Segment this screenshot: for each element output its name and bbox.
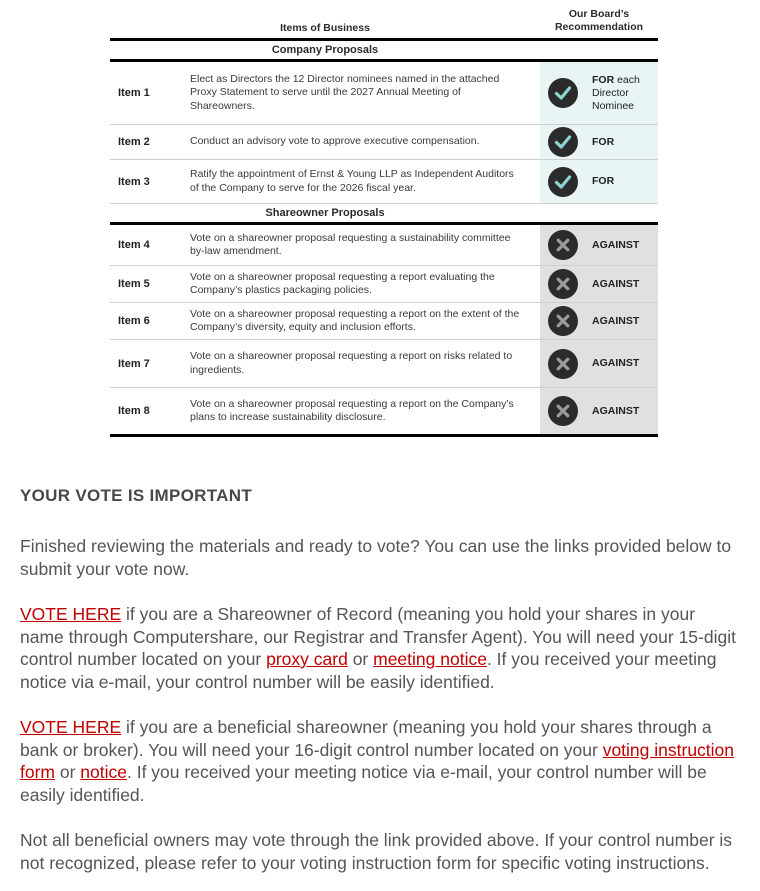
item-label: Item 1 — [118, 87, 150, 99]
beneficial-holder-paragraph: VOTE HERE if you are a beneficial shareowner (meaning you hold your shares through a bank or broker). You will need your 16-digit control number located on your voting instruction form or notice. If you received your meeting notice via e-mail, your control number will be easily identified. — [20, 717, 735, 805]
vote-here-record-link[interactable]: VOTE HERE — [20, 604, 122, 624]
item-description: Ratify the appointment of Ernst & Young LLP as Independent Auditors of the Company to serve for the 2026 fiscal year. — [190, 168, 514, 194]
shareowner-proposals-label: Shareowner Proposals — [265, 207, 385, 219]
recommendation-label: AGAINST — [592, 357, 640, 369]
company-proposals-label: Company Proposals — [271, 44, 379, 56]
voting-instruction-form-link[interactable]: voting instruction form — [20, 739, 735, 782]
table-row — [110, 265, 658, 302]
item-description: Vote on a shareowner proposal requesting a report on the Company’s plans to increase sustainability disclosure. — [190, 397, 514, 423]
item-description: Vote on a shareowner proposal requesting a sustainability committee by-law amendment. — [190, 231, 511, 257]
item-label: Item 3 — [118, 175, 150, 188]
recommendation-label: AGAINST — [592, 404, 640, 417]
recommendation-label: FOR each Director Nominee — [592, 73, 640, 112]
proxy-card-link[interactable]: proxy card — [266, 649, 348, 669]
item-description: Vote on a shareowner proposal requesting a report evaluating the Company’s plastics packaging policies. — [190, 270, 495, 296]
check-circle-icon — [548, 167, 578, 197]
item-label: Item 2 — [118, 136, 150, 148]
section-heading: YOUR VOTE IS IMPORTANT — [20, 486, 253, 505]
table-row — [110, 225, 658, 265]
item-label: Item 7 — [118, 357, 150, 370]
items-of-business-header: Items of Business — [280, 22, 370, 34]
recommendation-cell — [540, 266, 658, 302]
x-circle-icon — [548, 396, 578, 426]
table-row — [110, 339, 658, 387]
item-label: Item 8 — [118, 405, 150, 417]
recommendation-label: AGAINST — [592, 238, 640, 251]
table-row — [110, 62, 658, 124]
recommendation-label: FOR — [592, 175, 615, 187]
shareowner-proposals-band — [110, 203, 658, 225]
recommendation-label: FOR — [592, 135, 615, 148]
vote-here-beneficial-link[interactable]: VOTE HERE — [20, 717, 122, 737]
item-description: Conduct an advisory vote to approve executive compensation. — [190, 135, 480, 148]
note-paragraph: Not all beneficial owners may vote through the link provided above. If your control number is not recognized, please refer to your voting instruction form for specific voting instructions. — [20, 830, 733, 873]
items-of-business-table — [110, 8, 658, 437]
recommendation-cell — [540, 125, 658, 159]
record-holder-paragraph: VOTE HERE if you are a Shareowner of Record (meaning you hold your shares in your name through Computershare, our Registrar and Transfer Agent). You will need your 15-digit control number located on your proxy card or meeting notice. If you received your meeting notice via e-mail, your control number will be easily identified. — [20, 604, 736, 692]
table-row — [110, 159, 658, 203]
recommendation-label: AGAINST — [592, 277, 640, 290]
item-description: Vote on a shareowner proposal requesting a report on the extent of the Company’s diversity, equity and inclusion efforts. — [190, 307, 520, 333]
x-circle-icon — [548, 306, 578, 336]
check-circle-icon — [548, 127, 578, 157]
item-label: Item 5 — [118, 278, 150, 290]
item-label: Item 4 — [118, 239, 150, 251]
recommendation-cell — [540, 388, 658, 434]
item-label: Item 6 — [118, 315, 150, 327]
recommendation-cell — [540, 225, 658, 265]
table-header-row — [110, 8, 658, 38]
notice-link[interactable]: notice — [80, 762, 127, 782]
vote-instructions-section — [20, 486, 740, 874]
item-description: Elect as Directors the 12 Director nominees named in the attached Proxy Statement to serve until the 2027 Annual Meeting of Shareowners. — [190, 72, 500, 112]
recommendation-cell — [540, 62, 658, 124]
x-circle-icon — [548, 230, 578, 260]
x-circle-icon — [548, 269, 578, 299]
table-row — [110, 302, 658, 339]
recommendation-label: AGAINST — [592, 314, 640, 327]
recommendation-cell — [540, 340, 658, 387]
intro-paragraph: Finished reviewing the materials and ready to vote? You can use the links provided below to submit your vote now. — [20, 536, 732, 579]
company-proposals-band — [110, 38, 658, 62]
table-row — [110, 387, 658, 434]
check-circle-icon — [548, 78, 578, 108]
item-description: Vote on a shareowner proposal requesting a report on risks related to ingredients. — [190, 350, 513, 376]
recommendation-cell — [540, 160, 658, 203]
recommendation-cell — [540, 303, 658, 339]
meeting-notice-link[interactable]: meeting notice — [373, 649, 487, 669]
table-row — [110, 124, 658, 159]
x-circle-icon — [548, 349, 578, 379]
board-recommendation-header: Our Board’s Recommendation — [554, 8, 644, 33]
